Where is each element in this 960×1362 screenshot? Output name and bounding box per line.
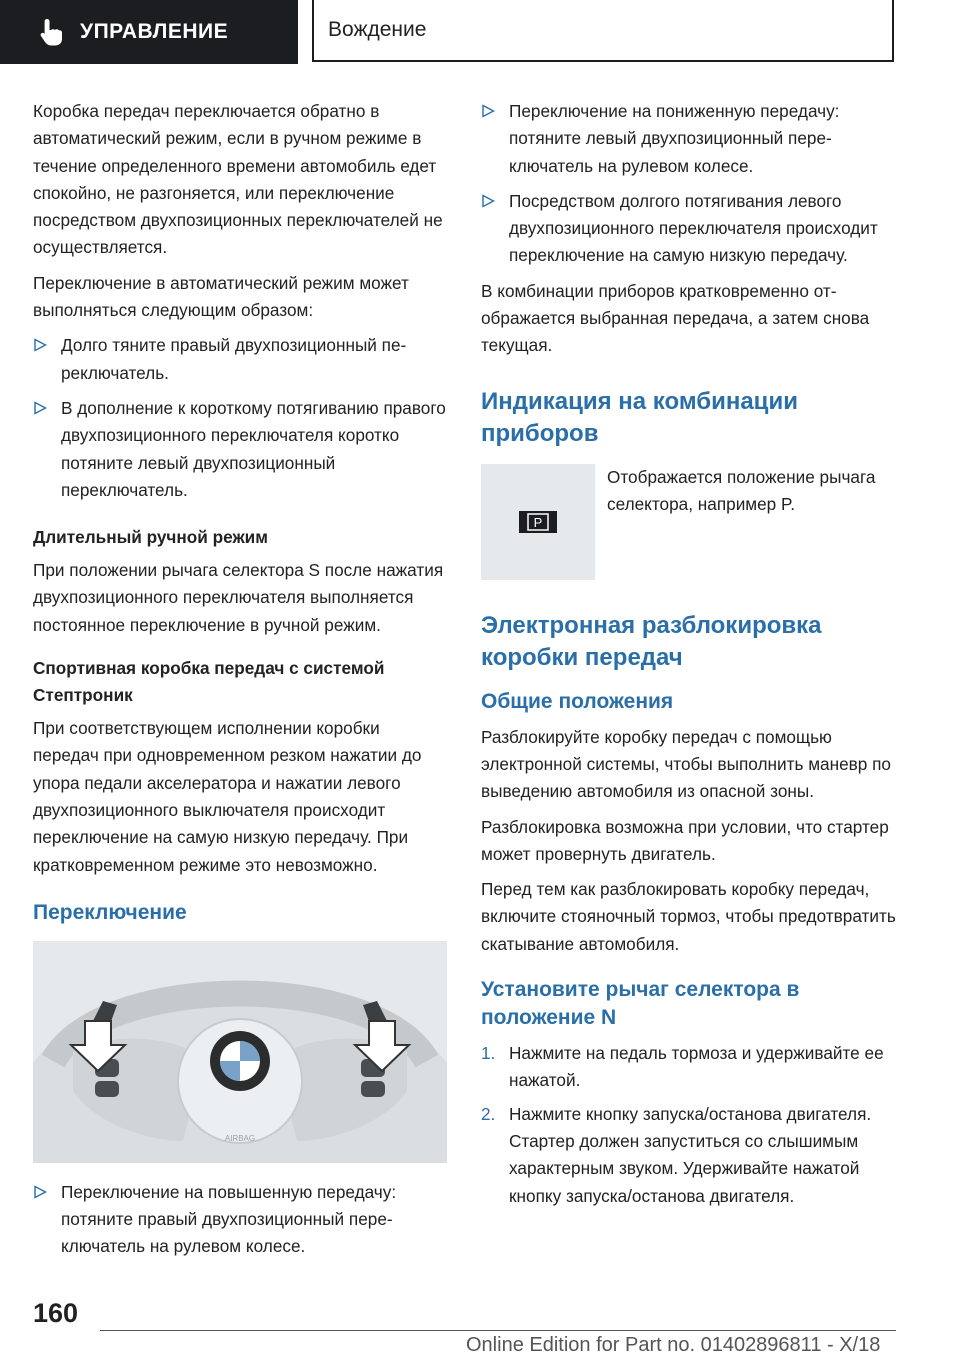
steering-wheel-illustration — [33, 941, 447, 1163]
left-column — [33, 98, 449, 1269]
triangle-bullet-icon — [33, 1185, 47, 1199]
step-number: 1. — [481, 1043, 496, 1064]
bullet-text: Переключение на пониженную передачу: потяните левый двухпозиционный переключатель на рулевом колесе. — [509, 101, 840, 176]
list-item — [481, 1040, 897, 1095]
paragraph: Переключение в автоматический режим может выполняться следующим образом: — [33, 272, 409, 321]
paragraph: Перед тем как разблокировать коробку передач, включите стояночный тормоз, чтобы предотвратить скатывание автомобиля. — [481, 879, 896, 954]
bmw-logo-icon — [210, 1031, 270, 1091]
display-caption: Отображается положение рычага селектора, например P. — [607, 466, 876, 514]
heading-set-neutral: Установите рычаг селектора в положение N — [481, 978, 800, 1030]
bullet-text: Долго тяните правый двухпозиционный переключатель. — [61, 335, 407, 383]
bullet-text: Посредством долгого потягивания левого двухпозиционного переключателя происходит переключение на самую низкую передачу. — [509, 190, 878, 266]
gear-letter: P — [533, 514, 543, 530]
footer-edition: Online Edition for Part no. 01402896811 - X/18 — [466, 1334, 881, 1356]
display-figure — [481, 464, 897, 580]
bullet-item — [481, 188, 897, 270]
bullet-text: Переключение на повышенную передачу: потяните правый двухпозиционный переключатель на рулевом колесе. — [61, 1181, 397, 1257]
triangle-bullet-icon — [481, 194, 495, 208]
airbag-label: AIRBAG — [224, 1133, 256, 1143]
footer-divider — [100, 1330, 896, 1331]
section-tab — [0, 0, 298, 64]
page-number: 160 — [33, 1298, 79, 1328]
triangle-bullet-icon — [481, 104, 495, 118]
step-text: Нажмите кнопку запуска/останова двигателя. Стартер должен запуститься со слышимым характерным звуком. Удерживайте нажатой кнопку запуска/останова двигателя. — [509, 1103, 872, 1206]
paragraph: Коробка передач переключается обратно в автоматический режим, если в ручном режиме в течение определенного времени автомобиль едет спокойно, не разгоняется, или переключение посредством двухпозиционных переключателей не осуществляется. — [33, 101, 443, 258]
triangle-bullet-icon — [33, 401, 47, 415]
paragraph: Разблокируйте коробку передач с помощью электронной системы, чтобы выполнить маневр по выведению автомобиля из опасной зоны. — [481, 726, 891, 802]
bullet-item — [33, 395, 449, 504]
subheading-long-manual: Длительный ручной режим — [33, 527, 268, 548]
subheading-sport-gearbox: Спортивная коробка передач с системой Стептроник — [33, 658, 385, 706]
subsection-title: Вождение — [328, 18, 427, 41]
page-header — [0, 0, 960, 66]
heading-general: Общие положения — [481, 689, 674, 713]
triangle-bullet-icon — [33, 338, 47, 352]
heading-indication: Индикация на комбинации приборов — [481, 387, 798, 447]
right-column — [481, 98, 897, 1216]
bullet-item — [33, 1179, 449, 1261]
step-text: Нажмите на педаль тормоза и удерживайте ее нажатой. — [509, 1043, 884, 1091]
step-number: 2. — [481, 1103, 496, 1124]
bullet-item — [33, 332, 449, 387]
list-item — [481, 1101, 897, 1210]
gear-display-illustration — [481, 464, 595, 580]
hand-pointer-icon — [38, 17, 66, 47]
paragraph: Разблокировка возможна при условии, что стартер может провернуть двигатель. — [481, 816, 889, 864]
subsection-box — [312, 0, 894, 62]
section-title: УПРАВЛЕНИЕ — [80, 20, 229, 43]
paragraph: В комбинации приборов кратковременно отображается выбранная передача, а затем снова текущая. — [481, 280, 870, 356]
heading-shifting: Переключение — [33, 900, 187, 924]
bullet-item — [481, 98, 897, 180]
paragraph: При соответствующем исполнении коробки передач при одновременном резком нажатии до упора педали акселератора и нажатии левого двухпозиционного выключателя происходит переключение на самую низкую передачу. При кратковременном режиме это невозможно. — [33, 718, 422, 875]
paragraph: При положении рычага селектора S после нажатия двухпозиционного переключателя выполняется постоянное переключение в ручной режим. — [33, 560, 444, 635]
bullet-text: В дополнение к короткому потягиванию правого двухпозиционного переключателя коротко потяните левый двухпозиционный переключатель. — [61, 397, 446, 500]
heading-electronic-unlock: Электронная разблокировка коробки передач — [481, 611, 822, 671]
